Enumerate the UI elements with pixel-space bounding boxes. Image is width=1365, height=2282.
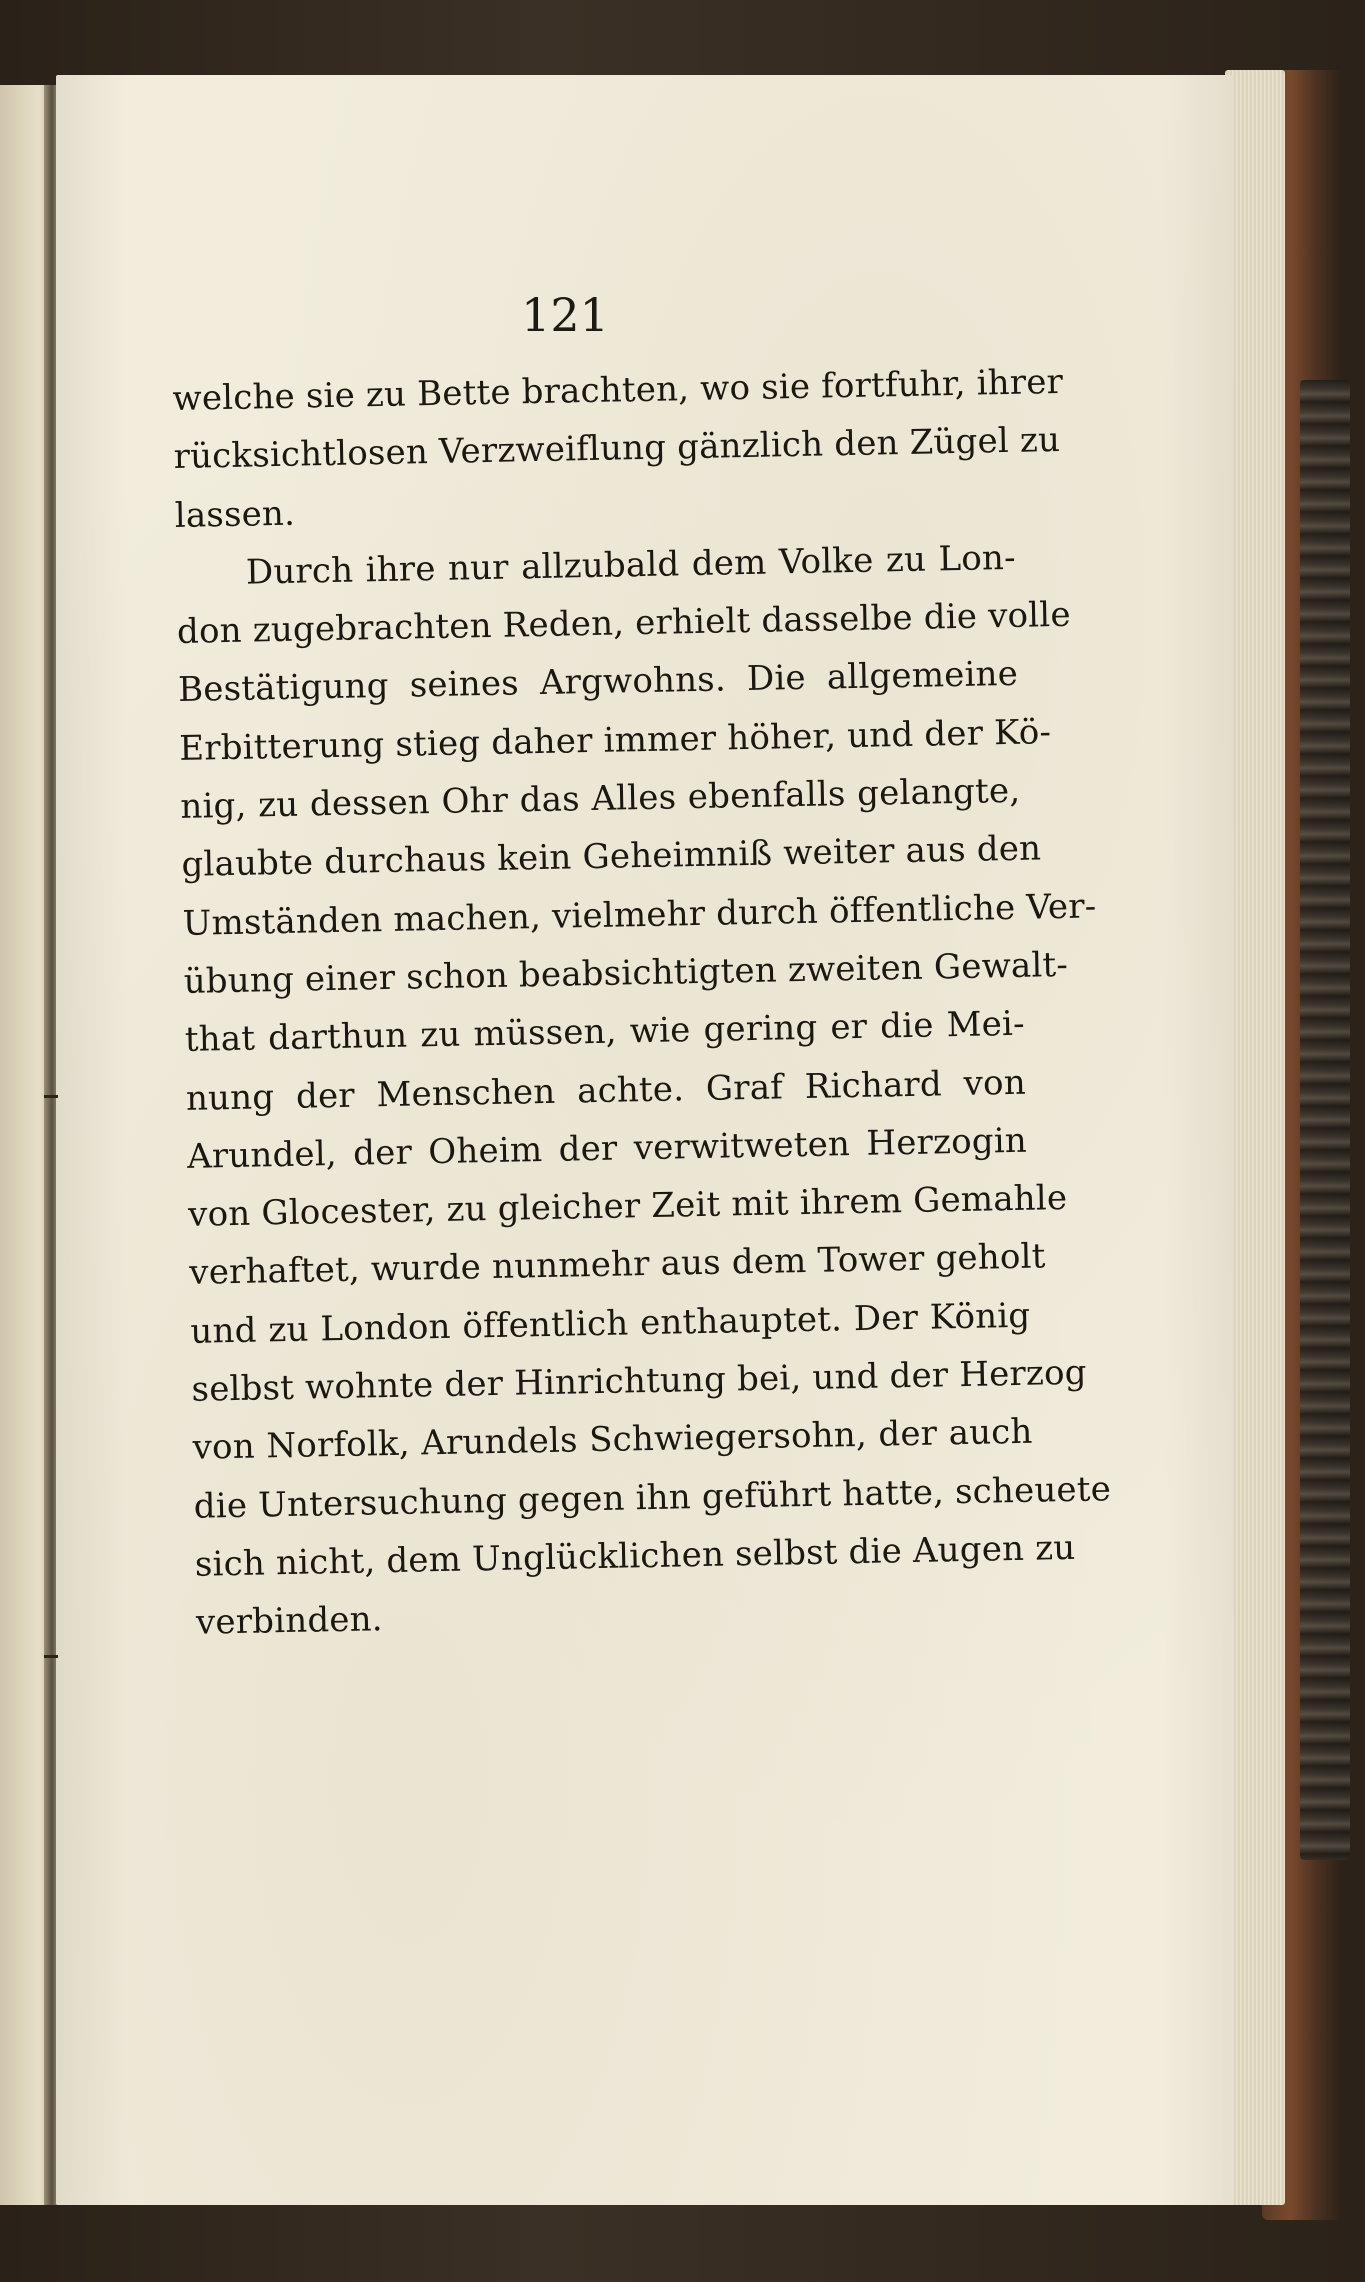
- text-line: verbinden.: [195, 1599, 384, 1643]
- margin-mark: [44, 1095, 58, 1098]
- text-line: welche sie zu Bette brachten, wo sie fortfuhr, ihrer: [172, 361, 1064, 419]
- page-number: 121: [521, 288, 609, 342]
- cover-wear: [1300, 380, 1350, 1860]
- text-line: und zu London öffentlich enthauptet. Der König: [190, 1295, 1031, 1352]
- text-line: Bestätigung seines Argwohns. Die allgemeine: [177, 654, 1019, 711]
- text-line: nung der Menschen achte. Graf Richard von: [185, 1062, 1027, 1119]
- text-line: that darthun zu müssen, wie gering er die Mei-: [184, 1004, 1026, 1061]
- text-line: von Norfolk, Arundels Schwiegersohn, der auch: [192, 1412, 1033, 1469]
- text-line: selbst wohnte der Hinrichtung bei, und der Herzog: [191, 1352, 1088, 1410]
- text-line: verhaftet, wurde nunmehr aus dem Tower geholt: [188, 1236, 1046, 1294]
- margin-mark: [44, 1655, 58, 1658]
- text-line: sich nicht, dem Unglücklichen selbst die Augen zu: [194, 1527, 1076, 1585]
- text-line: lassen.: [174, 493, 296, 536]
- text-line: übung einer schon beabsichtigten zweiten Gewalt-: [183, 944, 1069, 1002]
- text-line: rücksichtlosen Verzweiflung gänzlich den Zügel zu: [173, 420, 1061, 478]
- text-line: Umständen machen, vielmehr durch öffentliche Ver-: [182, 886, 1097, 944]
- text-line: nig, zu dessen Ohr das Alles ebenfalls gelangte,: [180, 770, 1021, 827]
- text-line: don zugebrachten Reden, erhielt dasselbe die volle: [176, 594, 1072, 653]
- body-text: [172, 354, 1112, 1652]
- text-line: glaubte durchaus kein Geheimniß weiter aus den: [181, 828, 1042, 886]
- text-line: die Untersuchung gegen ihn geführt hatte, scheuete: [193, 1468, 1112, 1527]
- text-line: von Glocester, zu gleicher Zeit mit ihrem Gemahle: [187, 1178, 1068, 1235]
- text-line: Arundel, der Oheim der verwitweten Herzogin: [186, 1120, 1028, 1177]
- page-edges: [1225, 70, 1285, 2205]
- text-line: Durch ihre nur allzubald dem Volke zu Lon-: [245, 537, 1017, 593]
- text-line: Erbitterung stieg daher immer höher, und der Kö-: [178, 711, 1052, 769]
